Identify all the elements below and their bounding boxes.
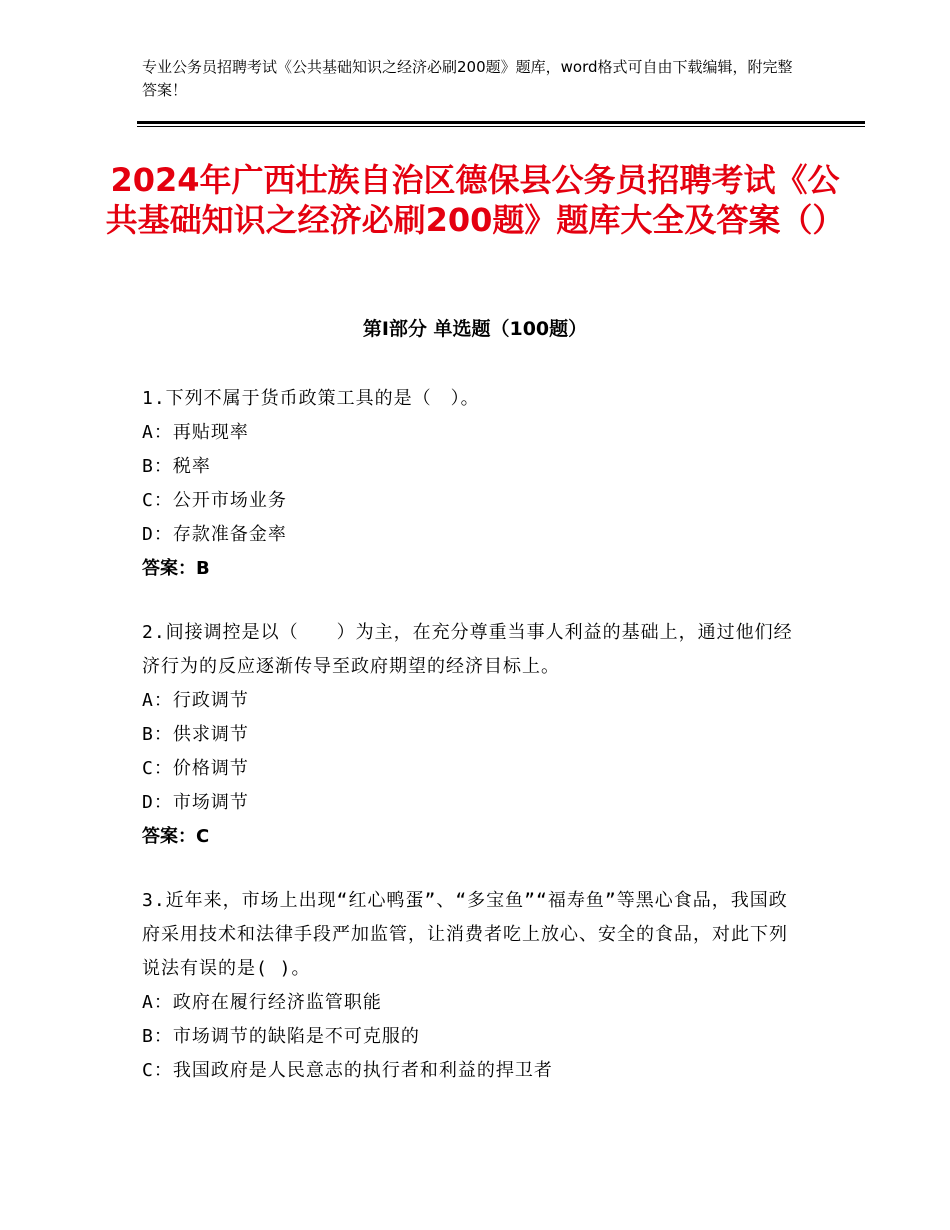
question-1 [142,382,802,586]
option-d: D：市场调节 [142,792,249,813]
header-note: 专业公务员招聘考试《公共基础知识之经济必刷200题》题库，word格式可自由下载编辑，附完整答案！ [142,58,793,99]
header-divider-thin [137,126,865,127]
question-stem: 1.下列不属于货币政策工具的是（ ）。 [142,388,480,409]
option-a: A：行政调节 [142,690,249,711]
header-divider-thick [137,121,865,124]
option-a: A：再贴现率 [142,422,249,443]
document-title: 2024年广西壮族自治区德保县公务员招聘考试《公共基础知识之经济必刷200题》题库大全及答案（） [105,161,845,239]
option-a: A：政府在履行经济监管职能 [142,992,382,1013]
answer: 答案：B [142,558,210,579]
section-title: 第Ⅰ部分 单选题（100题） [362,318,588,340]
option-b: B：市场调节的缺陷是不可克服的 [142,1026,420,1047]
option-c: C：我国政府是人民意志的执行者和利益的捍卫者 [142,1060,553,1081]
question-3 [142,884,802,1088]
question-stem: 2.间接调控是以（ ）为主，在充分尊重当事人利益的基础上，通过他们经济行为的反应逐渐传导至政府期望的经济目标上。 [142,622,793,677]
option-c: C：价格调节 [142,758,249,779]
option-d: D：存款准备金率 [142,524,287,545]
question-2 [142,616,802,854]
option-b: B：供求调节 [142,724,249,745]
option-b: B：税率 [142,456,211,477]
option-c: C：公开市场业务 [142,490,287,511]
answer: 答案：C [142,826,210,847]
question-stem: 3.近年来，市场上出现“红心鸭蛋”、“多宝鱼”“福寿鱼”等黑心食品，我国政府采用技术和法律手段严加监管，让消费者吃上放心、安全的食品，对此下列说法有误的是( )。 [142,890,788,979]
question-list [142,382,802,1118]
